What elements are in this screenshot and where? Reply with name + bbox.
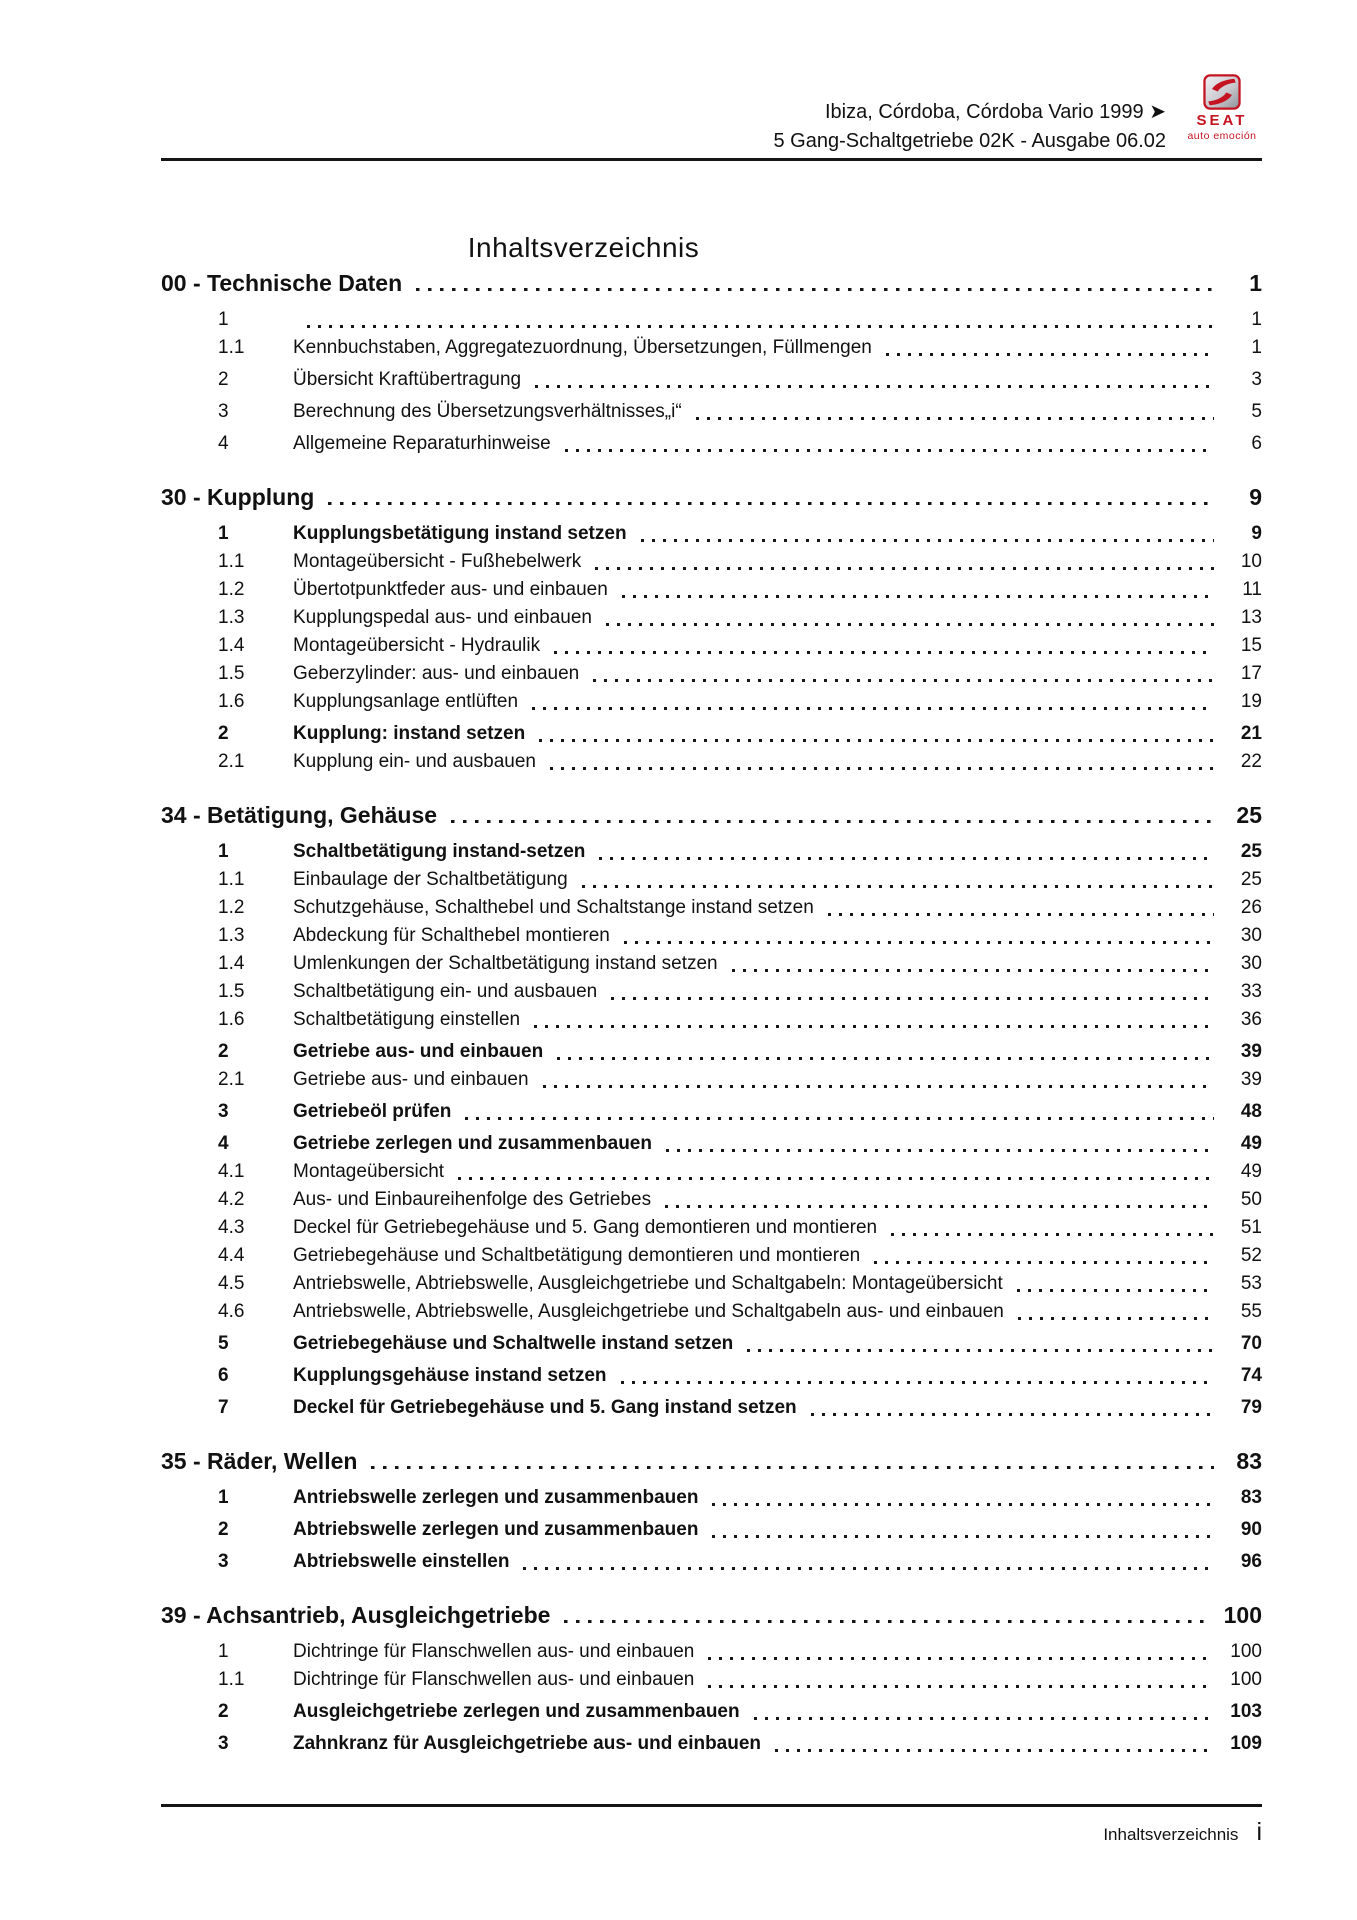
toc-entry [161,1098,1262,1126]
entry-page-number: 25 [1240,841,1262,862]
dot-leader [534,1025,1214,1028]
entry-page-number: 103 [1230,1701,1262,1722]
toc-entry [161,1214,1262,1242]
section-page-number: 9 [1249,484,1262,510]
toc-section-heading [161,268,1262,298]
entry-number: 4 [218,1133,229,1154]
toc-section-heading [161,800,1262,830]
toc-entry [161,894,1262,922]
toc-entry [161,398,1262,426]
entry-page-number: 11 [1242,579,1262,600]
entry-title: Umlenkungen der Schaltbetätigung instand setzen [293,953,718,974]
entry-title: Dichtringe für Flanschwellen aus- und einbauen [293,1669,695,1690]
toc-entry [161,1516,1262,1544]
entry-page-number: 70 [1240,1333,1262,1354]
dot-leader [665,1205,1214,1208]
entry-number: 4.3 [218,1217,245,1238]
toc-entry [161,1270,1262,1298]
toc-entry [161,688,1262,716]
entry-number: 4.1 [218,1161,245,1182]
dot-leader [1017,1289,1214,1292]
toc-entry [161,604,1262,632]
toc-section-heading [161,1446,1262,1476]
entry-page-number: 55 [1240,1301,1262,1322]
entry-page-number: 19 [1240,691,1262,712]
entry-title: Allgemeine Reparaturhinweise [293,433,551,454]
entry-title: Kupplungsanlage entlüften [293,691,519,712]
toc-entry [161,548,1262,576]
entry-number: 2 [218,369,229,390]
dot-leader [307,325,1214,328]
dot-leader [539,739,1214,742]
page-footer [161,1818,1262,1847]
toc-entry [161,720,1262,748]
entry-number: 1.1 [218,869,245,890]
dot-leader [557,1057,1214,1060]
entry-number: 1.4 [218,953,245,974]
section-page-number: 1 [1249,270,1262,296]
section-label: 39 - Achsantrieb, Ausgleichgetriebe [161,1602,551,1628]
dot-leader [624,941,1214,944]
entry-number: 1.1 [218,1669,245,1690]
entry-page-number: 100 [1230,1641,1262,1662]
entry-number: 1.1 [218,551,245,572]
entry-number: 4.6 [218,1301,245,1322]
dot-leader [712,1503,1214,1506]
entry-number: 4 [218,433,229,454]
toc-entry [161,1330,1262,1358]
entry-page-number: 3 [1251,369,1262,390]
entry-page-number: 90 [1240,1519,1262,1540]
dot-leader [550,767,1214,770]
entry-number: 1 [218,309,229,330]
entry-page-number: 52 [1240,1245,1262,1266]
entry-number: 2 [218,1041,229,1062]
entry-page-number: 30 [1240,953,1262,974]
entry-number: 1.2 [218,897,245,918]
dot-leader [775,1749,1210,1752]
dot-leader [712,1535,1214,1538]
dot-leader [696,417,1214,420]
header-model-line [774,94,1167,156]
toc-entry [161,1006,1262,1034]
toc-entry [161,1130,1262,1158]
entry-title: Zahnkranz für Ausgleichgetriebe aus- und einbauen [293,1733,762,1754]
toc-entry [161,576,1262,604]
toc-entry [161,334,1262,362]
entry-page-number: 10 [1240,551,1262,572]
entry-number: 7 [218,1397,229,1418]
entry-page-number: 9 [1251,523,1262,544]
entry-title: Aus- und Einbaureihenfolge des Getriebes [293,1189,652,1210]
entry-page-number: 33 [1240,981,1262,1002]
entry-number: 3 [218,1551,229,1572]
footer-page-number: i [1256,1818,1262,1846]
entry-page-number: 1 [1251,309,1262,330]
entry-number: 1 [218,1641,229,1662]
dot-leader [371,1466,1214,1470]
section-label: 30 - Kupplung [161,484,315,510]
dot-leader [523,1567,1214,1570]
dot-leader [565,449,1214,452]
toc-entry [161,978,1262,1006]
entry-title: Übertotpunktfeder aus- und einbauen [293,579,608,600]
dot-leader [416,288,1214,292]
toc-entry [161,1038,1262,1066]
toc-entry [161,1484,1262,1512]
entry-title: Geberzylinder: aus- und einbauen [293,663,580,684]
entry-title: Kupplung ein- und ausbauen [293,751,536,772]
entry-number: 4.2 [218,1189,245,1210]
toc-entry [161,520,1262,548]
entry-page-number: 1 [1251,337,1262,358]
seat-logo-wordmark: SEAT [1196,112,1248,129]
entry-title: Übersicht Kraftübertragung [293,369,522,390]
dot-leader [641,539,1214,542]
entry-title: Getriebegehäuse und Schaltwelle instand setzen [293,1333,734,1354]
entry-title: Getriebegehäuse und Schaltbetätigung demontieren und montieren [293,1245,861,1266]
entry-title: Montageübersicht - Fußhebelwerk [293,551,582,572]
dot-leader [732,969,1214,972]
toc-entry [161,922,1262,950]
entry-number: 3 [218,1101,229,1122]
toc-entry [161,1242,1262,1270]
entry-title: Deckel für Getriebegehäuse und 5. Gang demontieren und montieren [293,1217,878,1238]
toc [161,268,1262,1758]
toc-section-heading [161,482,1262,512]
seat-logo-tagline: auto emoción [1187,130,1257,142]
entry-page-number: 22 [1240,751,1262,772]
entry-title: Berechnung des Übersetzungsverhältnisses„i“ [293,401,682,422]
dot-leader [747,1349,1214,1352]
entry-number: 2 [218,723,229,744]
entry-page-number: 26 [1240,897,1262,918]
entry-page-number: 51 [1240,1217,1262,1238]
toc-entry [161,866,1262,894]
entry-title: Abdeckung für Schalthebel montieren [293,925,610,946]
entry-page-number: 49 [1240,1161,1262,1182]
entry-title: Getriebe aus- und einbauen [293,1041,544,1062]
section-page-number: 100 [1223,1602,1262,1628]
header-line2: 5 Gang-Schaltgetriebe 02K - Ausgabe 06.02 [773,130,1166,152]
section-label: 35 - Räder, Wellen [161,1448,358,1474]
page-header [161,94,1262,156]
entry-title: Antriebswelle, Abtriebswelle, Ausgleichgetriebe und Schaltgabeln aus- und einbauen [293,1301,1004,1322]
entry-title: Getriebeöl prüfen [293,1101,452,1122]
dot-leader [1018,1317,1214,1320]
entry-title: Getriebe aus- und einbauen [293,1069,529,1090]
entry-page-number: 74 [1240,1365,1262,1386]
toc-entry [161,306,1262,334]
entry-title: Einbaulage der Schaltbetätigung [293,869,568,890]
entry-number: 4.5 [218,1273,245,1294]
entry-number: 3 [218,401,229,422]
entry-number: 3 [218,1733,229,1754]
dot-leader [708,1685,1210,1688]
toc-entry [161,1730,1262,1758]
entry-title: Kupplungspedal aus- und einbauen [293,607,592,628]
dot-leader [811,1413,1214,1416]
entry-page-number: 39 [1240,1069,1262,1090]
toc-entry [161,838,1262,866]
entry-title: Abtriebswelle einstellen [293,1551,510,1572]
dot-leader [621,1381,1214,1384]
entry-title: Deckel für Getriebegehäuse und 5. Gang instand setzen [293,1397,797,1418]
seat-s-emblem-icon [1203,74,1241,110]
entry-number: 1 [218,1487,229,1508]
entry-number: 2 [218,1701,229,1722]
entry-title: Antriebswelle zerlegen und zusammenbauen [293,1487,699,1508]
entry-title: Kupplung: instand setzen [293,723,526,744]
dot-leader [754,1717,1211,1720]
dot-leader [458,1177,1214,1180]
page-title: Inhaltsverzeichnis [467,232,700,263]
dot-leader [622,595,1214,598]
toc-entry [161,1362,1262,1390]
dot-leader [535,385,1214,388]
entry-number: 1.2 [218,579,245,600]
entry-number: 2.1 [218,1069,245,1090]
section-page-number: 25 [1236,802,1262,828]
entry-number: 1 [218,841,229,862]
entry-page-number: 39 [1240,1041,1262,1062]
entry-title: Kupplungsbetätigung instand setzen [293,523,627,544]
toc-entry [161,1548,1262,1576]
entry-title: Schaltbetätigung instand-setzen [293,841,586,862]
footer-rule [161,1804,1262,1807]
entry-page-number: 109 [1230,1733,1262,1754]
entry-page-number: 5 [1251,401,1262,422]
entry-page-number: 79 [1240,1397,1262,1418]
entry-title: Montageübersicht - Hydraulik [293,635,541,656]
entry-number: 2 [218,1519,229,1540]
entry-number: 6 [218,1365,229,1386]
toc-entry [161,1638,1262,1666]
toc-entry [161,950,1262,978]
entry-title: Getriebe zerlegen und zusammenbauen [293,1133,652,1154]
entry-title: Kupplungsgehäuse instand setzen [293,1365,607,1386]
section-label: 34 - Betätigung, Gehäuse [161,802,438,828]
entry-page-number: 21 [1240,723,1262,744]
toc-entry [161,430,1262,458]
entry-title: Ausgleichgetriebe zerlegen und zusammenbauen [293,1701,740,1722]
seat-logo [1182,74,1262,142]
dot-leader [874,1261,1214,1264]
dot-leader [543,1085,1214,1088]
entry-number: 1.3 [218,607,245,628]
entry-page-number: 83 [1240,1487,1262,1508]
toc-entry [161,1158,1262,1186]
toc-entry [161,1186,1262,1214]
entry-number: 1.4 [218,635,245,656]
entry-page-number: 25 [1240,869,1262,890]
entry-number: 4.4 [218,1245,245,1266]
entry-page-number: 96 [1240,1551,1262,1572]
toc-entry [161,1066,1262,1094]
toc-entry [161,1298,1262,1326]
dot-leader [708,1657,1210,1660]
entry-page-number: 100 [1230,1669,1262,1690]
header-rule [161,158,1262,161]
entry-number: 1.6 [218,1009,245,1030]
entry-title: Montageübersicht [293,1161,445,1182]
entry-number: 1 [218,523,229,544]
dot-leader [611,997,1214,1000]
entry-page-number: 15 [1240,635,1262,656]
dot-leader [886,353,1214,356]
dot-leader [828,913,1214,916]
entry-page-number: 6 [1251,433,1262,454]
dot-leader [465,1117,1214,1120]
entry-title: Schaltbetätigung einstellen [293,1009,521,1030]
dot-leader [564,1620,1203,1624]
section-label: 00 - Technische Daten [161,270,403,296]
toc-entry [161,748,1262,776]
entry-number: 1.5 [218,981,245,1002]
header-line1: Ibiza, Córdoba, Córdoba Vario 1999 ➤ [824,101,1166,123]
dot-leader [451,820,1214,824]
entry-page-number: 48 [1240,1101,1262,1122]
entry-title: Schaltbetätigung ein- und ausbauen [293,981,598,1002]
dot-leader [599,857,1214,860]
toc-entry [161,1394,1262,1422]
entry-title: Schutzgehäuse, Schalthebel und Schaltstange instand setzen [293,897,814,918]
entry-title: Dichtringe für Flanschwellen aus- und einbauen [293,1641,695,1662]
entry-title: Kennbuchstaben, Aggregatezuordnung, Übersetzungen, Füllmengen [293,337,872,358]
entry-number: 1.1 [218,337,245,358]
section-page-number: 83 [1236,1448,1262,1474]
toc-entry [161,366,1262,394]
dot-leader [554,651,1214,654]
entry-number: 2.1 [218,751,245,772]
toc-entry [161,1666,1262,1694]
toc-entry [161,660,1262,688]
dot-leader [606,623,1214,626]
toc-entry [161,1698,1262,1726]
entry-number: 5 [218,1333,229,1354]
dot-leader [891,1233,1214,1236]
entry-page-number: 36 [1240,1009,1262,1030]
entry-number: 1.5 [218,663,245,684]
toc-entry [161,632,1262,660]
footer-label: Inhaltsverzeichnis [1103,1825,1239,1844]
entry-number: 1.6 [218,691,245,712]
dot-leader [595,567,1214,570]
entry-title: Abtriebswelle zerlegen und zusammenbauen [293,1519,699,1540]
dot-leader [532,707,1214,710]
entry-page-number: 50 [1240,1189,1262,1210]
entry-page-number: 49 [1240,1133,1262,1154]
entry-number: 1.3 [218,925,245,946]
entry-title: Antriebswelle, Abtriebswelle, Ausgleichgetriebe und Schaltgabeln: Montageübersicht [293,1273,1003,1294]
dot-leader [582,885,1214,888]
toc-section-heading [161,1600,1262,1630]
dot-leader [593,679,1214,682]
entry-page-number: 17 [1240,663,1262,684]
dot-leader [666,1149,1214,1152]
entry-page-number: 53 [1240,1273,1262,1294]
entry-page-number: 13 [1240,607,1262,628]
entry-page-number: 30 [1240,925,1262,946]
dot-leader [328,502,1214,506]
